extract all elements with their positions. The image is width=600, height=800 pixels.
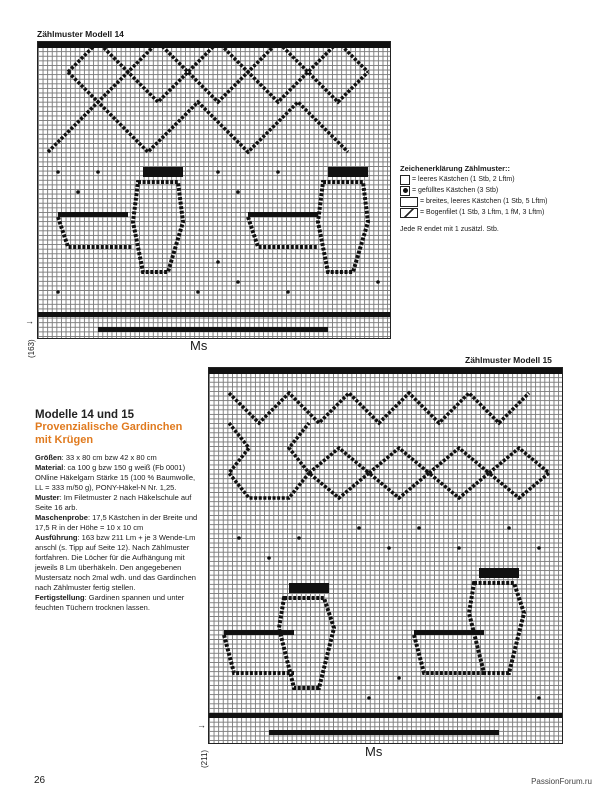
chart15-row-count: (211) bbox=[200, 749, 209, 768]
page-number: 26 bbox=[34, 775, 46, 786]
legend bbox=[400, 163, 590, 235]
ausfuehrung-paragraph: Ausführung: 163 bzw 211 Lm + je 3 Wende-Lm anschl (s. Tipp auf Seite 12). Nach Zählmuster fortfahren. Die Löcher für die Aufhängung mit jeweils 8 Lm überhäkeln. Den angegebenen Mustersatz noch 2mal wdh. und das Gardinchen nach Zählmuster fertig stellen. bbox=[35, 533, 196, 592]
article-heading: Modelle 14 und 15 bbox=[35, 409, 135, 421]
empty-box-icon bbox=[400, 175, 410, 185]
wide-box-icon bbox=[400, 197, 418, 207]
chart15-title: Zählmuster Modell 15 bbox=[465, 355, 552, 365]
legend-note: Jede R endet mit 1 zusätzl. Stb. bbox=[400, 226, 499, 233]
legend-item-filled: = gefülltes Kästchen (3 Stb) bbox=[400, 185, 590, 196]
article-subheading: Provenzialische Gardinchen mit Krügen bbox=[35, 421, 183, 446]
chart14-ms-label: Ms bbox=[190, 338, 208, 353]
watermark: PassionForum.ru bbox=[531, 777, 592, 786]
maschenprobe-paragraph: Maschenprobe: 17,5 Kästchen in der Breite und 17,5 R in der Höhe = 10 x 10 cm bbox=[35, 513, 198, 532]
legend-item-wide: = breites, leeres Kästchen (1 Stb, 5 Lftm) bbox=[400, 196, 590, 207]
chart14-start-arrow: → bbox=[25, 316, 34, 326]
chart15-pattern bbox=[209, 368, 562, 743]
chart15-grid bbox=[208, 367, 563, 744]
legend-title: Zeichenerklärung Zählmuster:: bbox=[400, 164, 511, 173]
chart14-row-count: (163) bbox=[27, 339, 36, 358]
material-paragraph: Material: ca 100 g bzw 150 g weiß (Fb 0001) ONline Häkelgarn Stärke 15 (100 % Baumwolle, LL = 333 m/50 g), PONY-Häkel-N Nr. 1,25. bbox=[35, 463, 196, 492]
groessen-paragraph: Größen: 33 x 80 cm bzw 42 x 80 cm bbox=[35, 453, 157, 462]
filled-box-icon bbox=[400, 186, 410, 196]
muster-paragraph: Muster: Im Filetmuster 2 nach Häkelschule auf Seite 16 arb. bbox=[35, 493, 192, 512]
chart14-title: Zählmuster Modell 14 bbox=[37, 29, 124, 39]
chart15-ms-label: Ms bbox=[365, 744, 383, 759]
arch-filet-icon bbox=[400, 208, 418, 218]
chart15-start-arrow: → bbox=[197, 720, 206, 730]
chart14-grid bbox=[37, 41, 391, 339]
article bbox=[35, 410, 201, 613]
chart14-pattern bbox=[38, 42, 390, 338]
legend-item-empty: = leeres Kästchen (1 Stb, 2 Lftm) bbox=[400, 174, 590, 185]
legend-item-arch: = Bogenfilet (1 Stb, 3 Lftm, 1 fM, 3 Lftm) bbox=[400, 207, 590, 218]
fertigstellung-paragraph: Fertigstellung: Gardinen spannen und unter feuchten Tüchern trocknen lassen. bbox=[35, 593, 185, 612]
